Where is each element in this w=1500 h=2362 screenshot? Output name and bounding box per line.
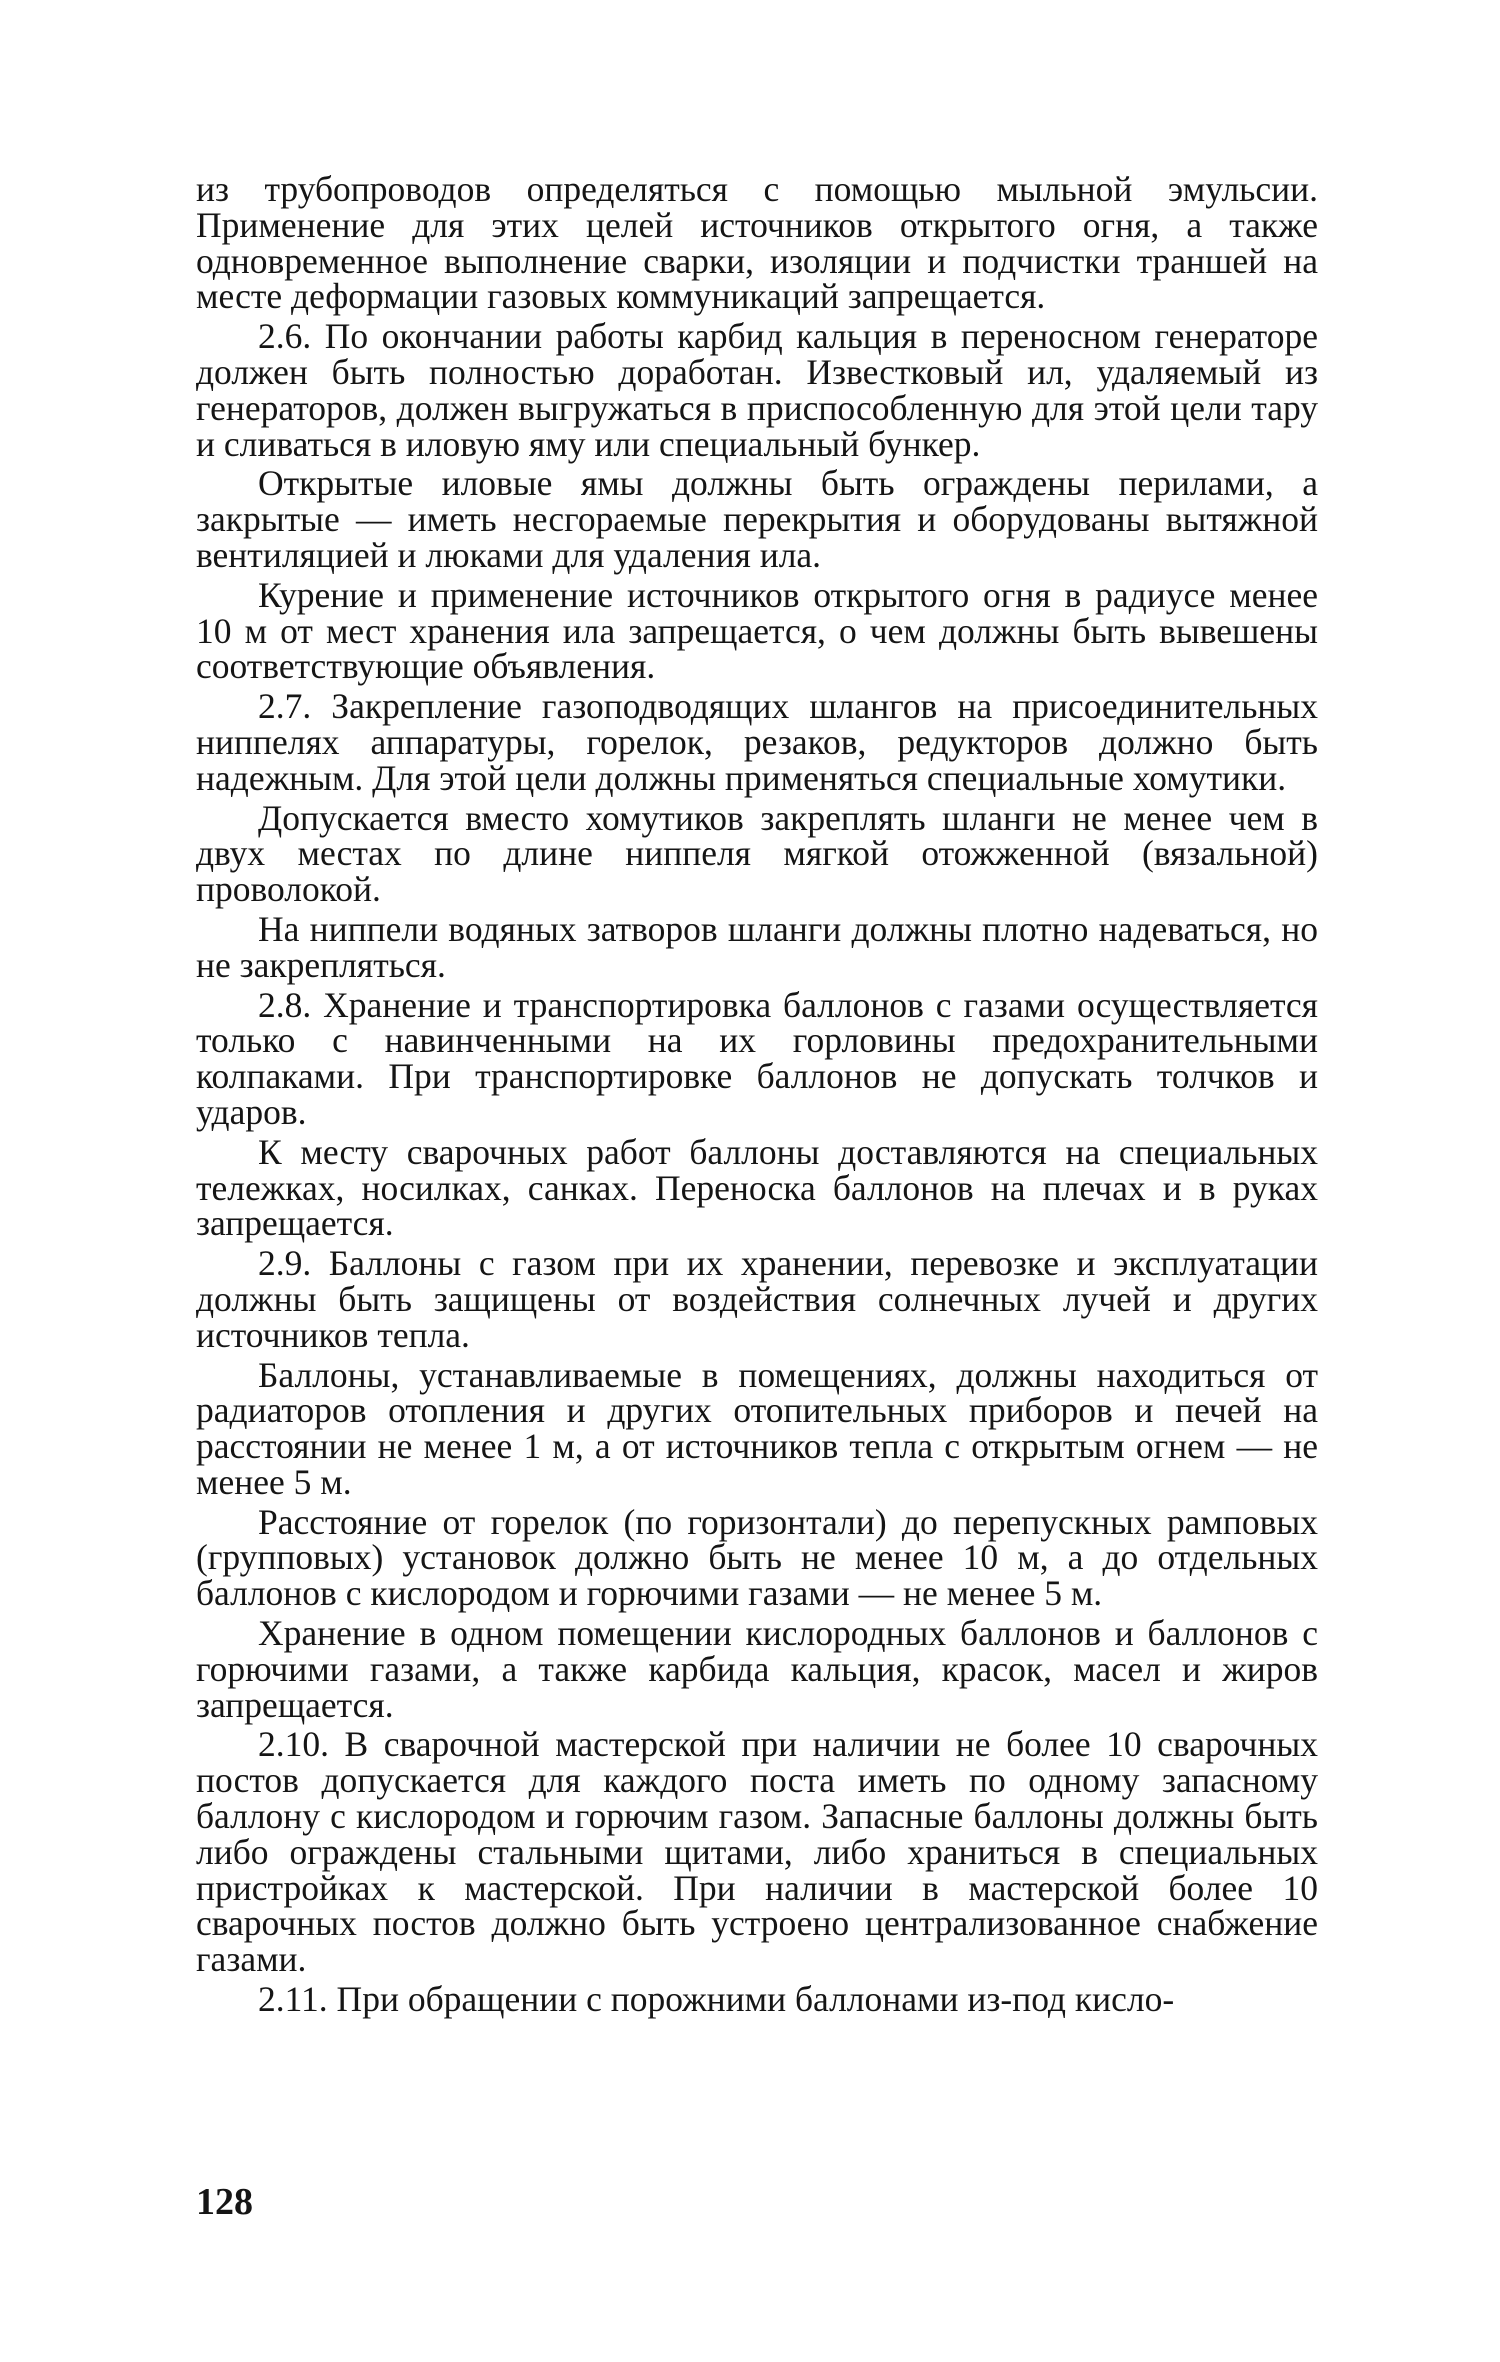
paragraph-2-9: 2.9. Баллоны с газом при их хранении, перевозке и эксплуатации должны быть защищены от воздействия солнечных лучей и других источников тепла. [196, 1243, 1318, 1355]
paragraph-sludge-pits: Открытые иловые ямы должны быть ограждены перилами, а закрытые — иметь несгораемые перекрытия и оборудованы вытяжной вентиляцией и люками для удаления ила. [196, 463, 1318, 575]
paragraph-2-6: 2.6. По окончании работы карбид кальция в переносном генераторе должен быть полностью доработан. Известковый ил, удаляемый из генераторов, должен выгружаться в приспособленную для этой цели тару и сливаться в иловую яму или специальный бункер. [196, 316, 1318, 464]
paragraph-2-7: 2.7. Закрепление газоподводящих шлангов на присоединительных ниппелях аппаратуры, горелок, резаков, редукторов должно быть надежным. Для этой цели должны применяться специальные хомутики. [196, 686, 1318, 798]
paragraph-wire-fastening: Допускается вместо хомутиков закреплять шланги не менее чем в двух местах по длине ниппеля мягкой отожженной (вязальной) проволокой. [196, 797, 1318, 910]
page-number: 128 [196, 2181, 253, 2223]
paragraph-intro: из трубопроводов определяться с помощью мыльной эмульсии. Применение для этих целей источников открытого огня, а также одновременное выполнение сварки, изоляции и подчистки траншей на месте деформации газовых коммуникаций запрещается. [196, 169, 1318, 317]
paragraph-2-8: 2.8. Хранение и транспортировка баллонов с газами осуществляется только с навинченными на их горловины предохранительными колпаками. При транспортировке баллонов не допускать толчков и ударов. [196, 984, 1318, 1132]
paragraph-2-10: 2.10. В сварочной мастерской при наличии не более 10 сварочных постов допускается для каждого поста иметь по одному запасному баллону с кислородом и горючим газом. Запасные баллоны должны быть либо ограждены стальными щитами, либо храниться в специальных пристройках к мастерской. При наличии в мастерской более 10 сварочных постов должно быть устроено централизованное снабжение газами. [196, 1724, 1318, 1980]
paragraph-indoor-cylinders: Баллоны, устанавливаемые в помещениях, должны находиться от радиаторов отопления и других отопительных приборов и печей на расстоянии не менее 1 м, а от источников тепла с открытым огнем — не менее 5 м. [196, 1354, 1318, 1502]
paragraph-storage: Хранение в одном помещении кислородных баллонов и баллонов с горючими газами, а также карбида кальция, красок, масел и жиров запрещается. [196, 1613, 1318, 1725]
paragraph-water-seals: На ниппели водяных затворов шланги должны плотно надеваться, но не закрепляться. [196, 908, 1318, 985]
paragraph-2-11: 2.11. При обращении с порожними баллонами из-под кисло- [258, 1979, 1175, 2020]
paragraph-smoking: Курение и применение источников открытого огня в радиусе менее 10 м от мест хранения ила запрещается, о чем должны быть вывешены соответствующие объявления. [196, 574, 1318, 687]
paragraph-delivery: К месту сварочных работ баллоны доставляются на специальных тележках, носилках, санках. Переноска баллонов на плечах и в руках запрещается. [196, 1131, 1318, 1244]
page-body [196, 169, 1318, 2022]
paragraph-burner-distance: Расстояние от горелок (по горизонтали) до перепускных рамповых (групповых) установок должно быть не менее 10 м, а до отдельных баллонов с кислородом и горючими газами — не менее 5 м. [196, 1501, 1318, 1614]
